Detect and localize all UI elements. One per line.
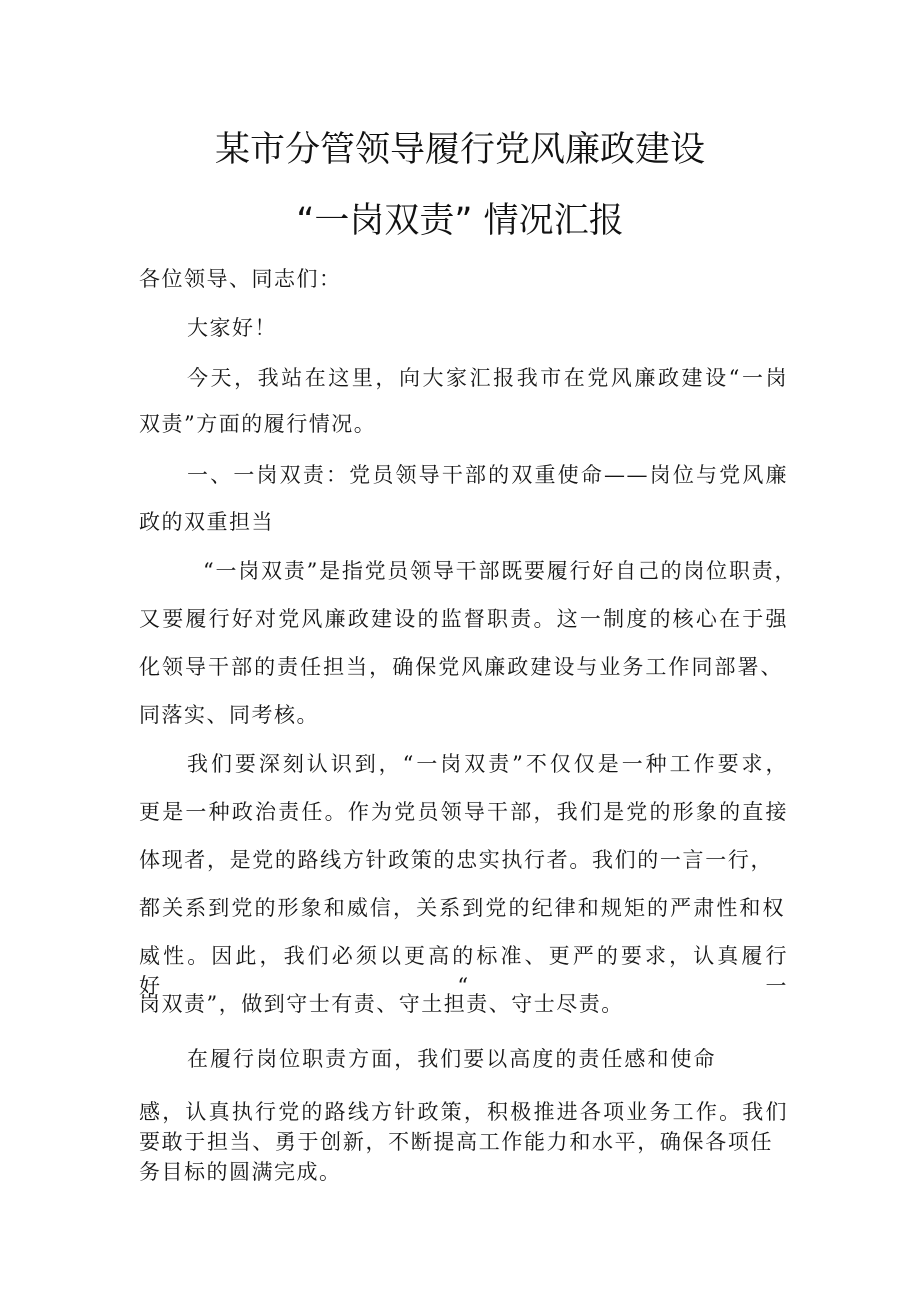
paragraph-4-line-4: 务目标的圆满完成。 (139, 1160, 342, 1184)
salutation: 各位领导、同志们： (139, 267, 342, 291)
paragraph-3-line-5: 威性。因此，我们必须以更高的标准、更严的要求，认真履行好“一 (139, 944, 788, 998)
document-title-line-1: 某市分管领导履行党风廉政建设 (214, 130, 705, 170)
paragraph-3-line-1: 我们要深刻认识到，“一岗双责”不仅仅是一种工作要求， (187, 752, 788, 776)
paragraph-1-line-2: 双责”方面的履行情况。 (139, 412, 377, 436)
paragraph-2-line-3: 化领导干部的责任担当，确保党风廉政建设与业务工作同部署、 (139, 655, 783, 679)
paragraph-3-line-4: 都关系到党的形象和威信，关系到党的纪律和规矩的严肃性和权 (139, 896, 785, 920)
paragraph-3-line-3: 体现者，是党的路线方针政策的忠实执行者。我们的一言一行， (139, 848, 773, 872)
section-heading-1-line-2: 政的双重担当 (139, 510, 274, 534)
paragraph-1-line-1: 今天，我站在这里，向大家汇报我市在党风廉政建设“一岗 (187, 366, 788, 390)
paragraph-2-line-2: 又要履行好对党风廉政建设的监督职责。这一制度的核心在于强 (139, 607, 788, 631)
greeting: 大家好！ (187, 316, 277, 340)
paragraph-2-line-4: 同落实、同考核。 (139, 703, 319, 727)
paragraph-3-line-6: 岗双责”，做到守士有责、守土担责、守士尽责。 (139, 992, 624, 1016)
section-heading-1-line-1: 一、一岗双责：党员领导干部的双重使命——岗位与党风廉 (187, 463, 788, 487)
paragraph-4-line-2: 感，认真执行党的路线方针政策，积极推进各项业务工作。我们 (139, 1100, 788, 1124)
paragraph-4-line-3: 要敢于担当、勇于创新，不断提高工作能力和水平，确保各项任 (139, 1130, 773, 1154)
paragraph-2-line-1: “一岗双责”是指党员领导干部既要履行好自己的岗位职责， (203, 559, 797, 583)
paragraph-4-line-1: 在履行岗位职责方面，我们要以高度的责任感和使命 (187, 1047, 716, 1071)
paragraph-3-line-2: 更是一种政治责任。作为党员领导干部，我们是党的形象的直接 (139, 800, 788, 824)
document-title-line-2: “一岗双责” 情况汇报 (296, 201, 624, 241)
